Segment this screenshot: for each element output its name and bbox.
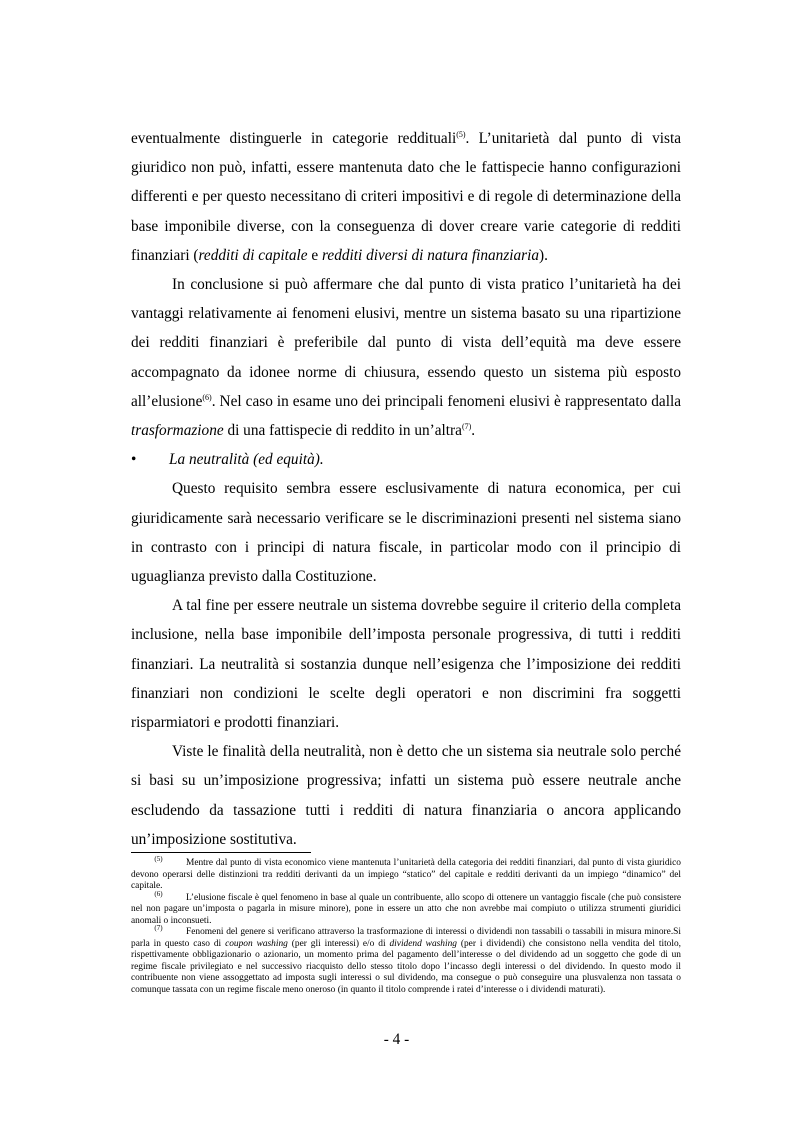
footnote-number: (5) bbox=[154, 855, 163, 863]
footnote-divider bbox=[131, 852, 311, 853]
footnote-6: (6) L’elusione fiscale è quel fenomeno in base al quale un contribuente, allo scopo di ottenere un vantaggio fiscale (che può consistere nel non pagare un’imposta o pagarla in misure minore), pone in essere un atto che non avrebbe mai compiuto o utilizza strumenti giuridici anomali o inconsueti. bbox=[131, 889, 681, 926]
paragraph-2: In conclusione si può affermare che dal punto di vista pratico l’unitarietà ha dei vantaggi relativamente ai fenomeni elusivi, mentre un sistema basato su una ripartizione dei redditi finanziari è preferibile dal punto di vista dell’equità ma deve essere accompagnato da idonee norme di chiusura, essendo questo un sistema più esposto all’elusione$^{(6)}$. Nel caso in esame uno dei principali fenomeni elusivi è rappresentato dalla trasformazione di una fattispecie di reddito in un’altra$^{(7)}$. bbox=[131, 276, 681, 440]
footnote-ref-5[interactable]: (5) bbox=[456, 129, 466, 139]
paragraph-1: eventualmente distinguerle in categorie reddituali$^{(5)}$. L’unitarietà dal punto di vista giuridico non può, infatti, essere mantenuta dato che le fattispecie hanno configurazioni differenti e per questo necessitano di criteri impositivi e di regole di determinazione della base imponibile diverse, con la conseguenza di dover creare varie categorie di redditi finanziari (redditi di capitale e redditi diversi di natura finanziaria). bbox=[131, 129, 681, 264]
paragraph-5: Viste le finalità della neutralità, non è detto che un sistema sia neutrale solo perché si basi su un’imposizione progressiva; infatti un sistema può essere neutrale anche escludendo da tassazione tutti i redditi di natura finanziaria o ancora applicando un’imposizione sostitutiva. bbox=[131, 743, 681, 848]
body-text bbox=[131, 124, 681, 854]
footnote-number: (7) bbox=[154, 924, 163, 932]
footnote-7: (7) Fenomeni del genere si verificano attraverso la trasformazione di interessi o dividendi non tassabili o tassabili in misura minore.Si parla in questo caso di coupon washing (per gli interessi) e/o di dividend washing (per i dividendi) che consistono nella vendita del titolo, rispettivamente obbligazionario o azionario, un momento prima del pagamento dell’interesse o del dividendo ad un soggetto che gode di un regime fiscale privilegiato e nel successivo riacquisto dello stesso titolo dopo l’incasso degli interessi o del dividendo. In questo modo il contribuente non viene assoggettato ad imposta sugli interessi o sul dividendo, ma consegue o può conseguire una plusvalenza non tassata o comunque tassata con un regime fiscale meno oneroso (in quanto il titolo comprende i ratei d’interesse o i dividendi maturati). bbox=[131, 924, 681, 995]
footnote-ref-7[interactable]: (7) bbox=[461, 421, 472, 431]
bullet-item-neutralita bbox=[131, 445, 681, 474]
bullet-heading: La neutralità (ed equità). bbox=[169, 451, 324, 469]
paragraph-3: Questo requisito sembra essere esclusivamente di natura economica, per cui giuridicamente sarà necessario verificare se le discriminazioni presenti nel sistema siano in contrasto con i principi di natura fiscale, in particolar modo con il principio di uguaglianza previsto dalla Costituzione. bbox=[131, 480, 681, 586]
footnote-number: (6) bbox=[154, 889, 163, 898]
page-number: - 4 - bbox=[383, 1031, 410, 1048]
bullet-icon: • bbox=[131, 451, 137, 469]
footnotes bbox=[131, 855, 681, 996]
footnote-ref-6[interactable]: (6) bbox=[202, 392, 212, 402]
footnote-5: (5) Mentre dal punto di vista economico viene mantenuta l’unitarietà della categoria dei redditi finanziari, dal punto di vista giuridico devono operarsi delle distinzioni tra redditi derivanti da un impiego “statico” del capitale e redditi derivanti da un impiego “dinamico” del capitale. bbox=[131, 855, 681, 891]
paragraph-4: A tal fine per essere neutrale un sistema dovrebbe seguire il criterio della completa inclusione, nella base imponibile dell’imposta personale progressiva, di tutti i redditi finanziari. La neutralità si sostanzia dunque nell’esigenza che l’imposizione dei redditi finanziari non condizioni le scelte degli operatori e non discrimini fra soggetti risparmiatori e prodotti finanziari. bbox=[131, 597, 681, 732]
